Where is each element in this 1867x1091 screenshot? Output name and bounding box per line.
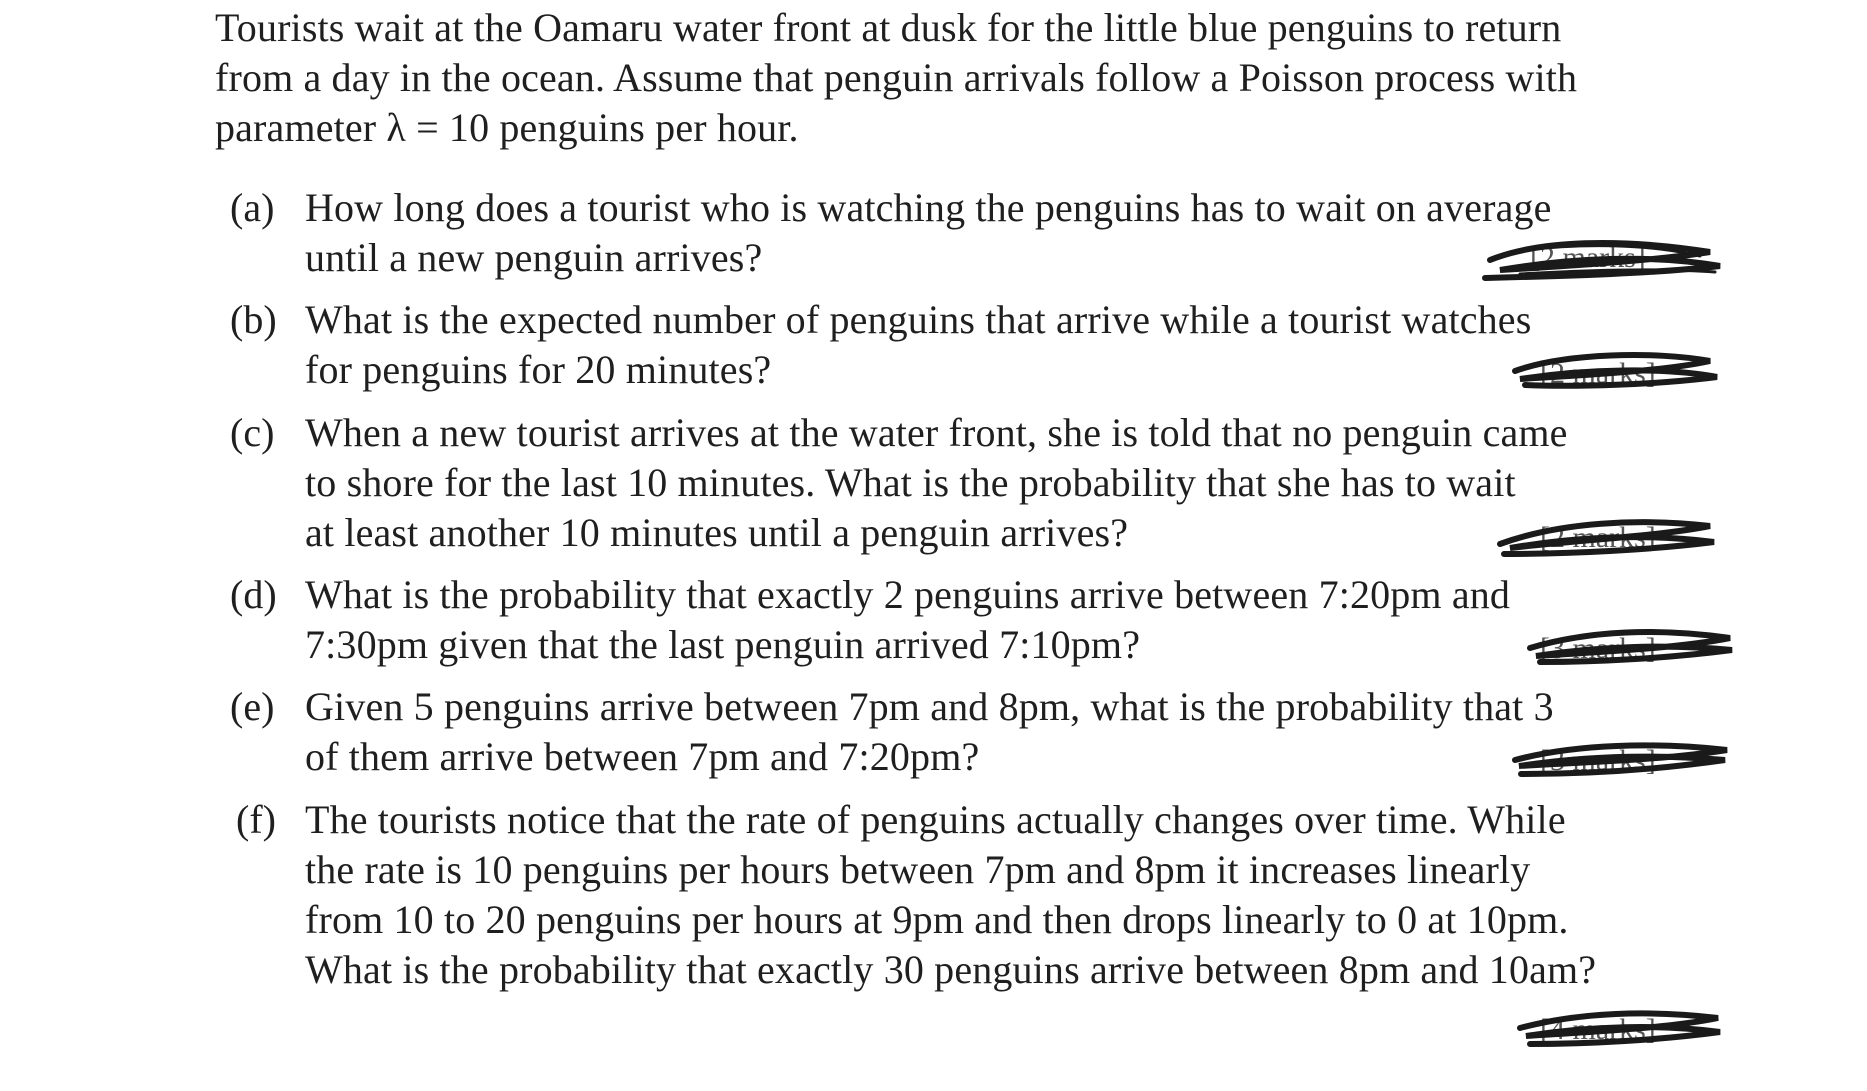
question-line: Given 5 penguins arrive between 7pm and 8pm, what is the probability that 3 (305, 684, 1554, 729)
question-line: from 10 to 20 penguins per hours at 9pm and then drops linearly to 0 at 10pm. (305, 897, 1569, 942)
scribble-over-marks (1505, 732, 1735, 782)
marks-label: [3 marks] (1540, 744, 1656, 777)
question-line: When a new tourist arrives at the water front, she is told that no penguin came (305, 410, 1568, 455)
question-line: The tourists notice that the rate of penguins actually changes over time. While (305, 797, 1566, 842)
question-line: for penguins for 20 minutes? (305, 347, 772, 392)
question-line: until a new penguin arrives? (305, 235, 763, 280)
marks-label: [2 marks] (1530, 241, 1646, 274)
intro-line: from a day in the ocean. Assume that penguin arrivals follow a Poisson process with (215, 55, 1578, 100)
question-label: (e) (230, 684, 275, 729)
marks-label: [2 marks] (1540, 357, 1656, 390)
scribble-over-marks (1505, 345, 1725, 395)
question-line: the rate is 10 penguins per hours between 7pm and 8pm it increases linearly (305, 847, 1531, 892)
question-label: (c) (230, 410, 275, 455)
intro-line: Tourists wait at the Oamaru water front at dusk for the little blue penguins to return (215, 5, 1562, 50)
question-line: at least another 10 minutes until a penguin arrives? (305, 510, 1129, 555)
scribble-over-marks (1480, 230, 1730, 290)
question-line: How long does a tourist who is watching the penguins has to wait on average (305, 185, 1552, 230)
question-label: (d) (230, 572, 277, 617)
question-line: What is the probability that exactly 2 penguins arrive between 7:20pm and (305, 572, 1511, 617)
scribble-over-marks (1510, 1002, 1730, 1052)
scribble-over-marks (1520, 620, 1740, 670)
question-line: What is the probability that exactly 30 penguins arrive between 8pm and 10am? (305, 947, 1597, 992)
question-label: (f) (236, 797, 276, 842)
question-line: What is the expected number of penguins that arrive while a tourist watches (305, 297, 1532, 342)
question-label: (b) (230, 297, 277, 342)
marks-label: [3 marks] (1540, 632, 1656, 665)
question-line: 7:30pm given that the last penguin arrived 7:10pm? (305, 622, 1141, 667)
intro-line: parameter λ = 10 penguins per hour. (215, 105, 799, 150)
question-line: of them arrive between 7pm and 7:20pm? (305, 734, 980, 779)
marks-label: [2 marks] (1540, 521, 1656, 554)
scribble-over-marks (1490, 510, 1720, 560)
marks-label: [4 marks] (1540, 1013, 1656, 1046)
question-label: (a) (230, 185, 275, 230)
question-line: to shore for the last 10 minutes. What is the probability that she has to wait (305, 460, 1516, 505)
